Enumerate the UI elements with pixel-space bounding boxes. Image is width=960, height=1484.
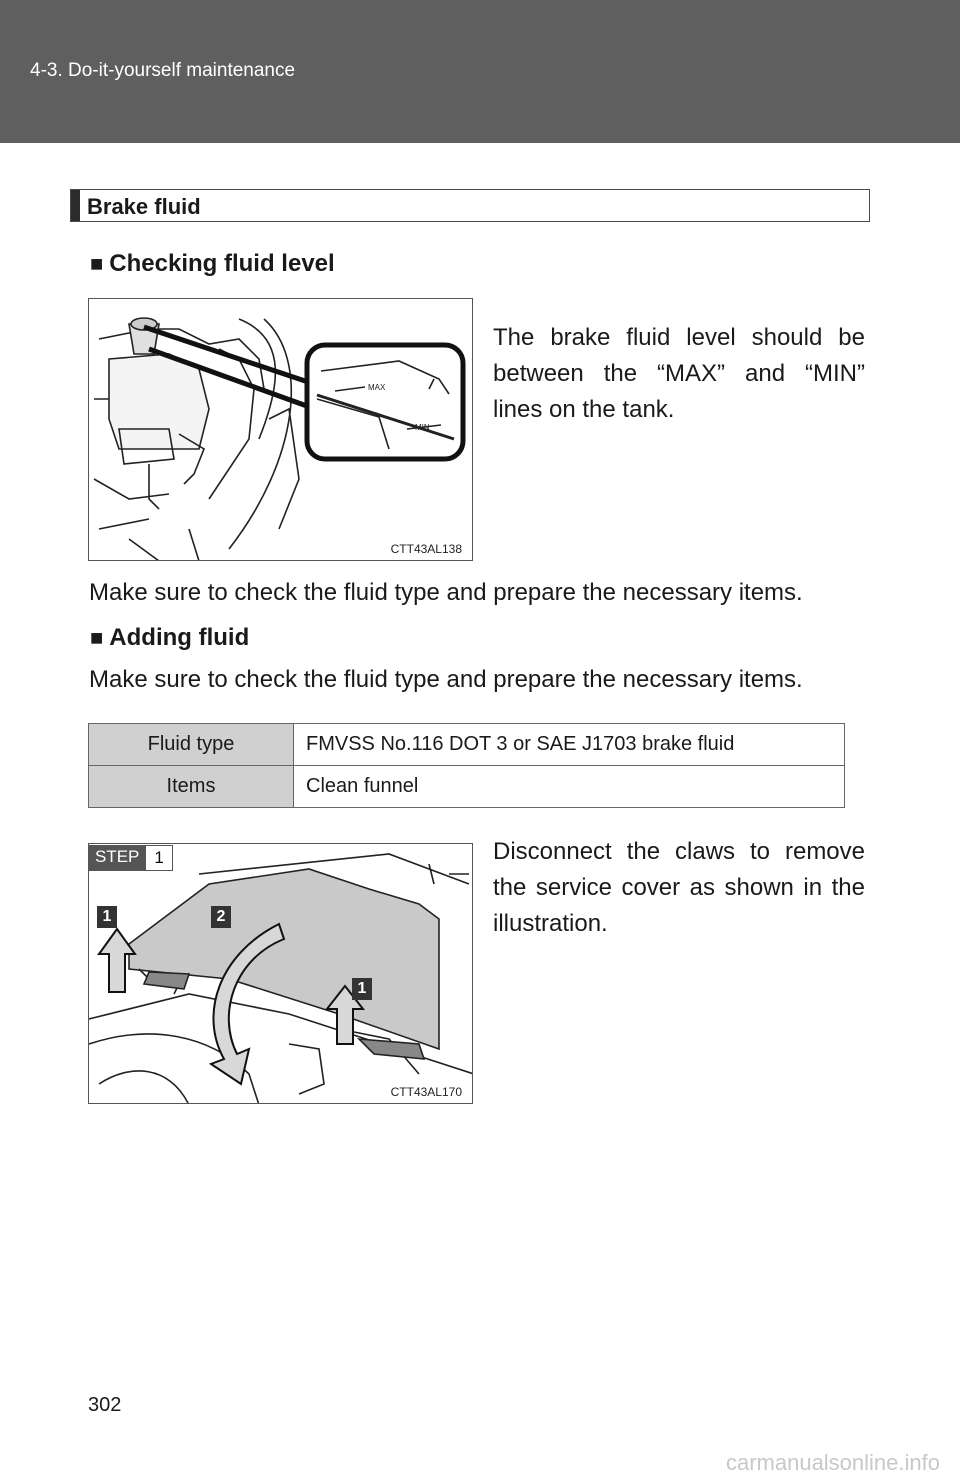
max-line-label: MAX <box>368 383 386 392</box>
brake-fluid-reservoir-figure <box>88 298 473 561</box>
service-cover-figure <box>88 843 473 1104</box>
section-title: Brake fluid <box>87 194 201 219</box>
step1-text: Disconnect the claws to remove the service cover as shown in the illustration. <box>493 838 865 937</box>
callout-2: 2 <box>211 906 231 928</box>
checking-note: Make sure to check the fluid type and prepare the necessary items. <box>89 579 803 606</box>
page-header <box>0 0 960 143</box>
fluid-spec-table <box>88 723 845 808</box>
table-row <box>89 766 845 808</box>
subheading-checking <box>90 250 335 278</box>
step-number: 1 <box>145 845 172 871</box>
adding-note: Make sure to check the fluid type and prepare the necessary items. <box>89 666 803 693</box>
section-heading <box>70 189 870 222</box>
subheading-adding-label: Adding fluid <box>109 624 250 651</box>
callout-1: 1 <box>352 978 372 1000</box>
table-cell-label: Fluid type <box>89 724 294 766</box>
min-line-label: MIN <box>415 423 430 432</box>
subheading-adding <box>90 624 249 652</box>
figure-code: CTT43AL138 <box>390 542 462 556</box>
table-row <box>89 724 845 766</box>
square-bullet-icon: ■ <box>90 251 104 276</box>
section-heading-bar <box>71 190 80 221</box>
page-number: 302 <box>88 1394 122 1416</box>
checking-level-text: The brake fluid level should be between the “MAX” and “MIN” lines on the tank. <box>493 324 865 423</box>
service-cover-illustration <box>89 844 473 1104</box>
callout-1: 1 <box>97 906 117 928</box>
watermark: carmanualsonline.info <box>725 1450 940 1475</box>
figure-code: CTT43AL170 <box>390 1085 462 1099</box>
table-cell-value: Clean funnel <box>294 766 845 808</box>
table-cell-value: FMVSS No.116 DOT 3 or SAE J1703 brake fluid <box>294 724 845 766</box>
subheading-checking-label: Checking fluid level <box>109 250 335 277</box>
step-badge <box>89 845 173 871</box>
square-bullet-icon: ■ <box>90 625 104 650</box>
breadcrumb: 4-3. Do-it-yourself maintenance <box>30 60 296 81</box>
step-label: STEP <box>89 845 145 871</box>
table-cell-label: Items <box>89 766 294 808</box>
reservoir-illustration <box>89 299 473 561</box>
